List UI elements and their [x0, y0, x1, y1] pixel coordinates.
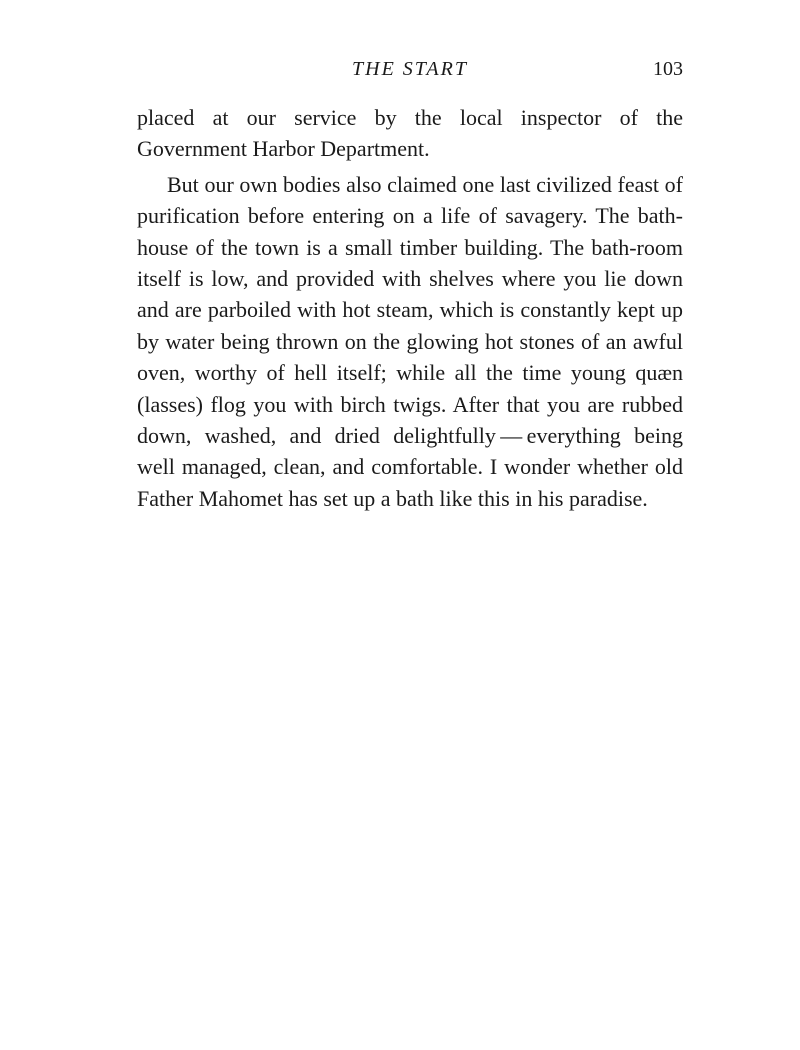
paragraph-continuation: placed at our service by the local inspector of the Government Harbor Department.	[137, 105, 683, 162]
body-text	[137, 102, 683, 514]
running-title: THE START	[352, 58, 468, 80]
paragraph-bath-house: But our own bodies also claimed one last civilized feast of purification before entering on a life of savagery. The bath-house of the town is a small timber building. The bath-room itself is low, and provided with shelves where you lie down and are parboiled with hot steam, which is constantly kept up by water being thrown on the glowing hot stones of an awful oven, worthy of hell itself; while all the time young quæn (lasses) flog you with birch twigs. After that you are rubbed down, washed, and dried delightfully — everything being well managed, clean, and comfortable. I wonder whether old Father Mahomet has set up a bath like this in his paradise.	[137, 171, 683, 511]
running-head	[137, 54, 683, 84]
page-number: 103	[653, 58, 683, 80]
